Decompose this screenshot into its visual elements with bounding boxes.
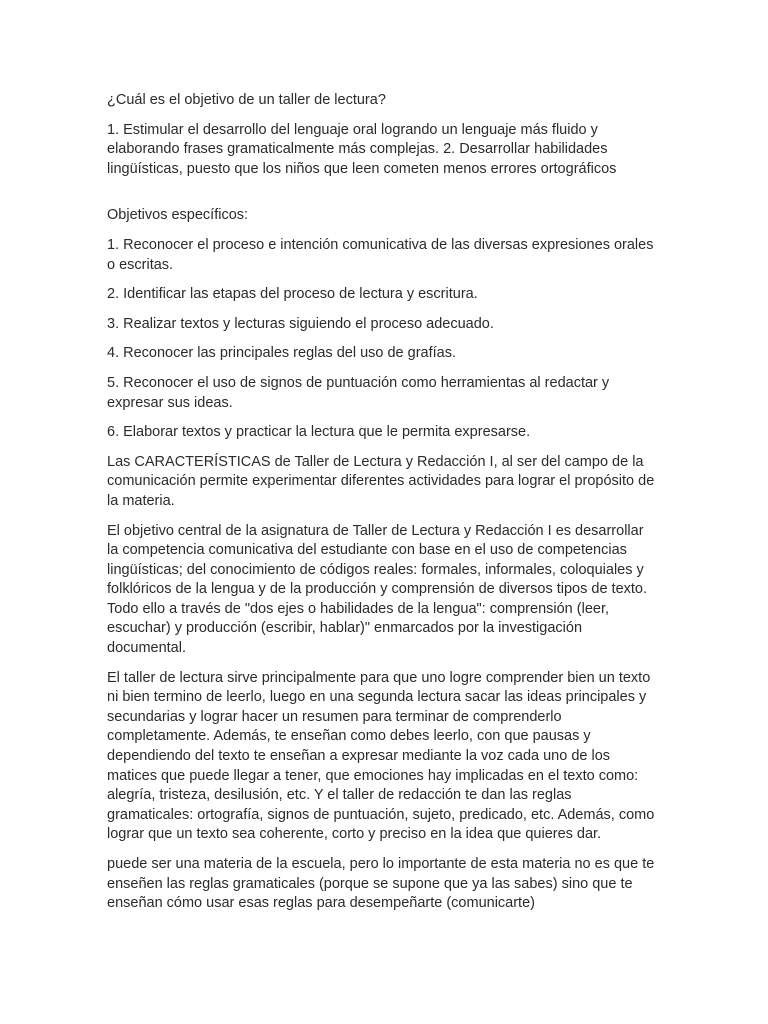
reading-workshop-paragraph: El taller de lectura sirve principalmente para que uno logre comprender bien un texto ni bien termino de leerlo, luego en una segunda lectura sacar las ideas principales y secundarias y lograr hacer un resumen para terminar de comprenderlo completamente. Además, te enseñan como debes leerlo, con que pausas y dependiendo del texto te enseñan a expresar mediante la voz cada uno de los matices que puede llegar a tener, que emociones hay implicadas en el texto como: alegría, tristeza, desilusión, etc. Y el taller de redacción te dan las reglas gramaticales: ortografía, signos de puntuación, sujeto, predicado, etc. Además, como lograr que un texto sea coherente, corto y preciso en la idea que quieres dar. bbox=[107, 669, 655, 843]
objective-item-3: 3. Realizar textos y lecturas siguiendo el proceso adecuado. bbox=[107, 315, 494, 332]
objective-item-5: 5. Reconocer el uso de signos de puntuación como herramientas al redactar y expresar sus ideas. bbox=[107, 374, 610, 411]
objective-item-1: 1. Reconocer el proceso e intención comunicativa de las diversas expresiones orales o escritas. bbox=[107, 236, 654, 273]
question-heading: ¿Cuál es el objetivo de un taller de lectura? bbox=[107, 92, 386, 108]
closing-paragraph: puede ser una materia de la escuela, pero lo importante de esta materia no es que te enseñen las reglas gramaticales (porque se supone que ya las sabes) sino que te enseñan cómo usar esas reglas para desempeñarte (comunicarte) bbox=[107, 856, 655, 912]
document-body bbox=[107, 91, 655, 924]
objective-item-6: 6. Elaborar textos y practicar la lectura que le permita expresarse. bbox=[107, 424, 531, 441]
objective-item-4: 4. Reconocer las principales reglas del uso de grafías. bbox=[107, 345, 456, 362]
characteristics-paragraph: Las CARACTERÍSTICAS de Taller de Lectura y Redacción I, al ser del campo de la comunicación permite experimentar diferentes actividades para lograr el propósito de la materia. bbox=[107, 453, 655, 509]
answer-paragraph: 1. Estimular el desarrollo del lenguaje oral logrando un lenguaje más fluido y elaborando frases gramaticalmente más complejas. 2. Desarrollar habilidades lingüísticas, puesto que los niños que leen cometen menos errores ortográficos bbox=[107, 121, 617, 177]
objectives-heading: Objetivos específicos: bbox=[107, 207, 249, 224]
objective-item-2: 2. Identificar las etapas del proceso de lectura y escritura. bbox=[107, 286, 478, 303]
central-objective-paragraph: El objetivo central de la asignatura de Taller de Lectura y Redacción I es desarrollar la competencia comunicativa del estudiante con base en el uso de competencias lingüísticas; del conocimiento de códigos reales: formales, informales, coloquiales y folklóricos de la lengua y de la producción y comprensión de diversos tipos de texto. Todo ello a través de "dos ejes o habilidades de la lengua": comprensión (leer, escuchar) y producción (escribir, hablar)" enmarcados por la investigación documental. bbox=[107, 522, 648, 657]
